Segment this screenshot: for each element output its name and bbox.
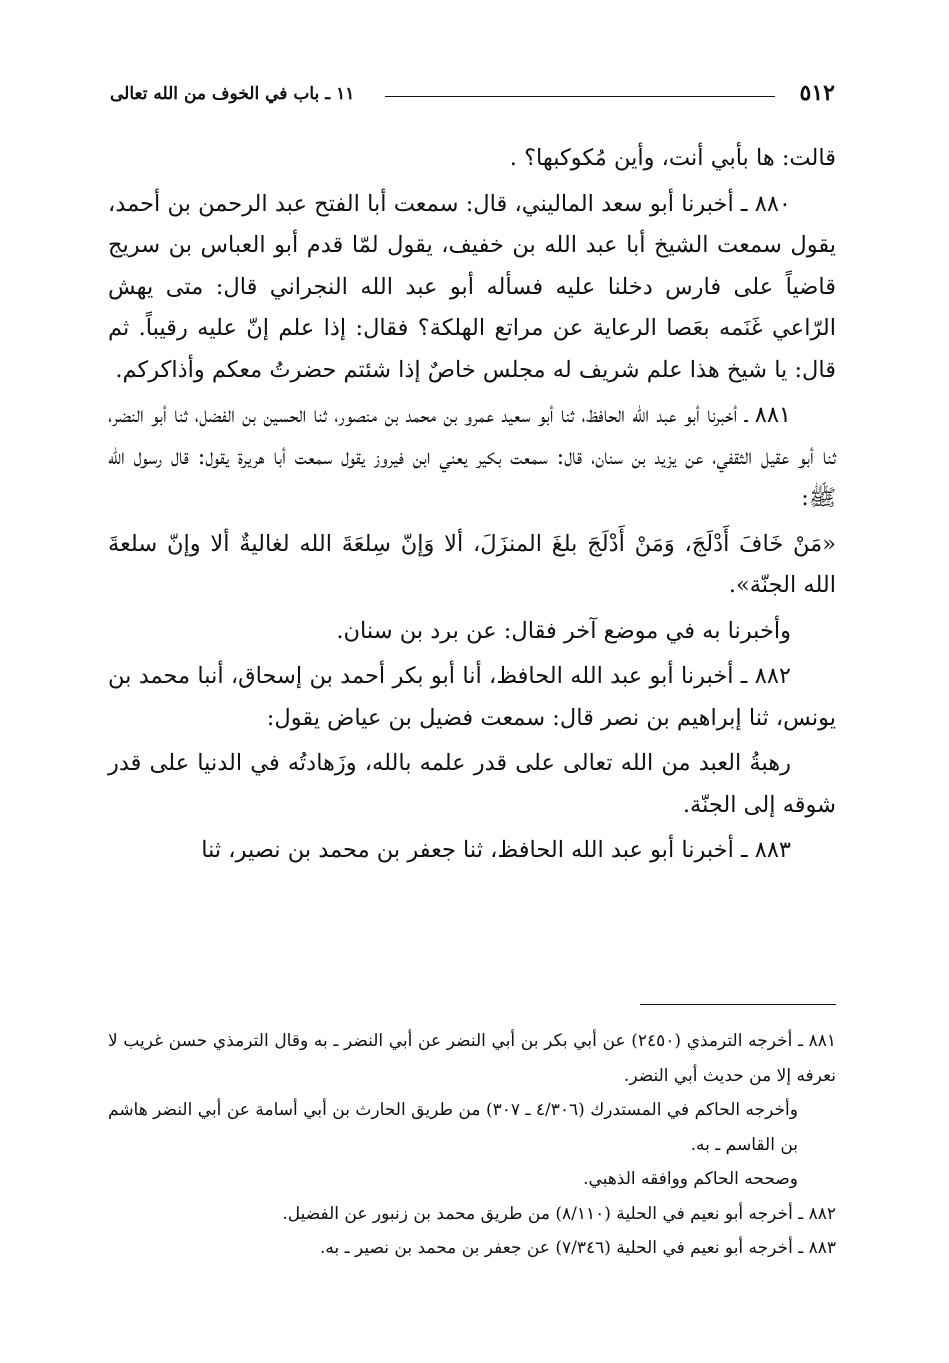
footnote-883: ٨٨٣ ـ أخرجه أبو نعيم في الحلية (٧/٣٤٦) عن جعفر بن محمد بن نصير ـ به. xyxy=(319,1238,836,1258)
running-header xyxy=(110,78,835,112)
header-rule xyxy=(385,96,775,97)
footnote-separator xyxy=(640,1004,836,1005)
paragraph-881-variant: وأخبرنا به في موضع آخر فقال: عن برد بن سنان. xyxy=(336,617,791,644)
page-number: ٥١٢ xyxy=(799,80,835,106)
paragraph-881: ٨٨١ ـ أخبرنا أبو عبد الله الحافظ، ثنا أبو سعيد عمرو بن محمد بن منصور، ثنا الحسين بن الفضل، ثنا أبو النضر، ثنا أبو عقيل الثقفي، عن يزيد بن سنان، قال: سمعت بكير يعني ابن فيروز يقول سمعت أبا هريرة يقول: قال رسول الله ﷺ: xyxy=(108,402,836,511)
chapter-title: ١١ ـ باب في الخوف من الله تعالى xyxy=(110,84,355,104)
footnote-882: ٨٨٢ ـ أخرجه أبو نعيم في الحلية (٨/١١٠) من طريق محمد بن زنبور عن الفضيل. xyxy=(282,1203,836,1224)
main-text xyxy=(108,138,836,876)
paragraph-closing-quote: قالت: ها بأبي أنت، وأين مُكوكبها؟ . xyxy=(509,145,836,171)
footnotes xyxy=(108,1024,836,1266)
footnote-881-hakim: وأخرجه الحاكم في المستدرك (٤/٣٠٦ ـ ٣٠٧) من طريق الحارث بن أبي أسامة عن أبي النضر هاشم بن القاسم ـ به. xyxy=(108,1100,798,1155)
footnote-881: ٨٨١ ـ أخرجه الترمذي (٢٤٥٠) عن أبي بكر بن أبي النضر عن أبي النضر ـ به وقال الترمذي حسن غريب لا نعرفه إلا من حديث أبي النضر. xyxy=(108,1031,836,1086)
saying-fudayl: رهبةُ العبد من الله تعالى على قدر علمه بالله، وزَهادتُه في الدنيا على قدر شوقه إلى الجنّة. xyxy=(108,750,836,818)
paragraph-880: ٨٨٠ ـ أخبرنا أبو سعد الماليني، قال: سمعت أبا الفتح عبد الرحمن بن أحمد، يقول سمعت الشيخ أبا عبد الله بن خفيف، يقول لمّا قدم أبو العباس بن سريج قاضياً على فارس دخلنا عليه فسأله أبو عبد الله النجراني قال: متى يهش الرّاعي غَنَمه بعَصا الرعاية عن مراتع الهلكة؟ فقال: إذا علم إنّ عليه رقيباً. ثم قال: يا شيخ هذا علم شريف له مجلس خاصٌ إذا شئتم حضرتُ معكم وأذاكركم. xyxy=(108,190,836,383)
paragraph-883: ٨٨٣ ـ أخبرنا أبو عبد الله الحافظ، ثنا جعفر بن محمد بن نصير، ثنا xyxy=(201,837,791,863)
footnote-881-dhahabi: وصححه الحاكم ووافقه الذهبي. xyxy=(583,1169,798,1189)
paragraph-882: ٨٨٢ ـ أخبرنا أبو عبد الله الحافظ، أنا أبو بكر أحمد بن إسحاق، أنبا محمد بن يونس، ثنا إبراهيم بن نصر قال: سمعت فضيل بن عياض يقول: xyxy=(108,663,836,731)
hadith-quote: «مَنْ خَافَ أَدْلَجَ، وَمَنْ أَدْلَجَ بلغَ المنزَلَ، ألا وَإنّ سِلعَةَ الله لغاليةٌ ألا وإنّ سلعةَ الله الجنّة». xyxy=(108,530,836,598)
